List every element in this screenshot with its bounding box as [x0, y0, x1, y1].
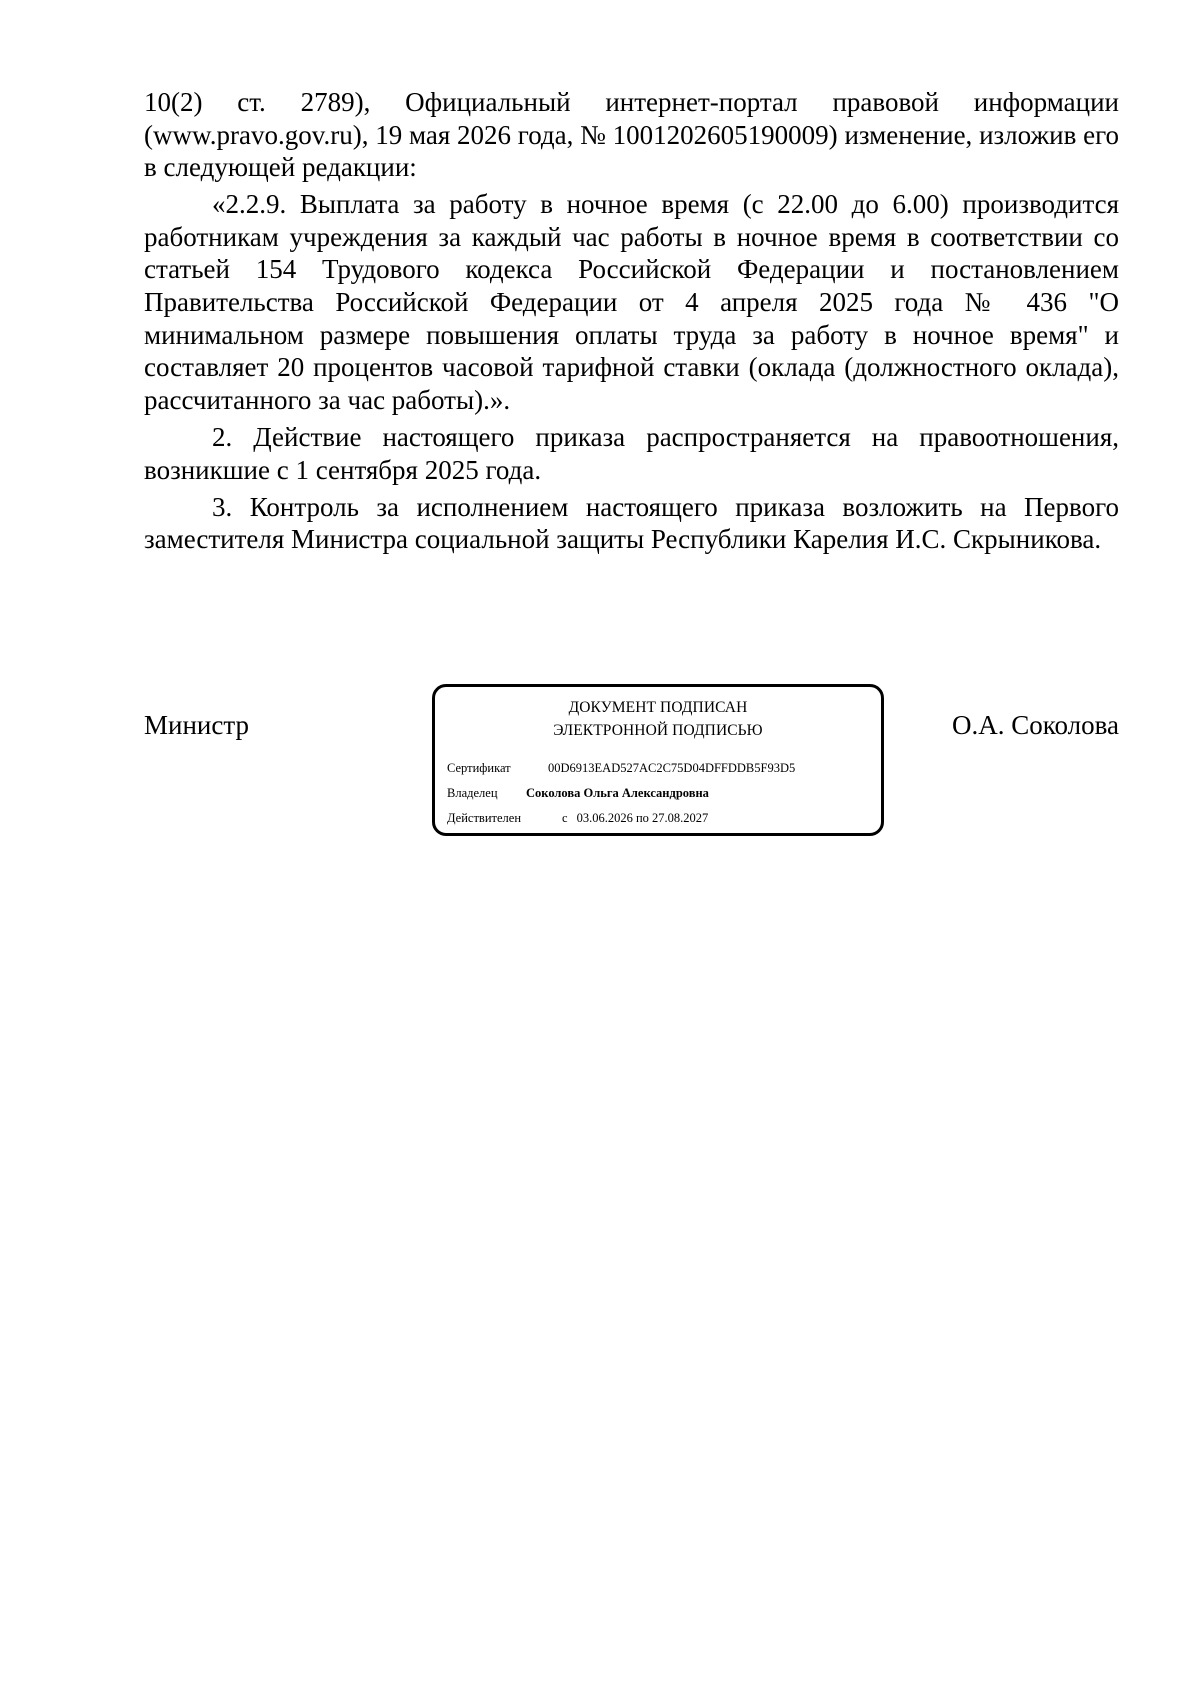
paragraph-item-2: 2. Действие настоящего приказа распространяется на правоотношения, возникшие с 1 сентября 2025 года. [144, 421, 1119, 485]
valid-from-prefix: с [562, 811, 568, 825]
paragraph-item-3: 3. Контроль за исполнением настоящего приказа возложить на Первого заместителя Министра социальной защиты Республики Карелия И.С. Скрыникова. [144, 491, 1119, 555]
stamp-details [435, 756, 881, 831]
validity-label: Действителен [447, 811, 522, 825]
certificate-label: Сертификат [447, 761, 511, 775]
stamp-header [435, 696, 881, 742]
stamp-certificate-row [447, 756, 881, 781]
stamp-header-line-2: ЭЛЕКТРОННОЙ ПОДПИСЬЮ [553, 722, 763, 739]
owner-label: Владелец [447, 786, 498, 800]
signer-name: О.А. Соколова [952, 710, 1119, 740]
paragraph-clause-2-2-9: «2.2.9. Выплата за работу в ночное время (с 22.00 до 6.00) производится работникам учреждения за каждый час работы в ночное время в соответствии со статьей 154 Трудового кодекса Российской Федерации и постановлением Правительства Российской Федерации от 4 апреля 2025 года № 436 "О минимальном размере повышения оплаты труда за работу в ночное время" и составляет 20 процентов часовой тарифной ставки (оклада (должностного оклада), рассчитанного за час работы).». [144, 189, 1119, 415]
stamp-owner-row [447, 781, 881, 806]
valid-to-prefix: по [635, 811, 649, 825]
electronic-signature-stamp [432, 684, 884, 836]
valid-to-date: 27.08.2027 [652, 811, 709, 825]
stamp-header-line-1: ДОКУМЕНТ ПОДПИСАН [568, 699, 748, 716]
signer-position: Министр [144, 710, 249, 740]
document-body [144, 86, 1119, 560]
stamp-validity-row [447, 806, 881, 831]
certificate-value: 00D6913EAD527AC2C75D04DFFDDB5F93D5 [548, 761, 796, 775]
owner-value: Соколова Ольга Александровна [526, 786, 709, 800]
valid-from-date: 03.06.2026 [576, 811, 633, 825]
signature-block [144, 684, 1119, 844]
paragraph-continuation: 10(2) ст. 2789), Официальный интернет-портал правовой информации (www.pravo.gov.ru), 19 мая 2026 года, № 1001202605190009) изменение, изложив его в следующей редакции: [144, 87, 1119, 183]
